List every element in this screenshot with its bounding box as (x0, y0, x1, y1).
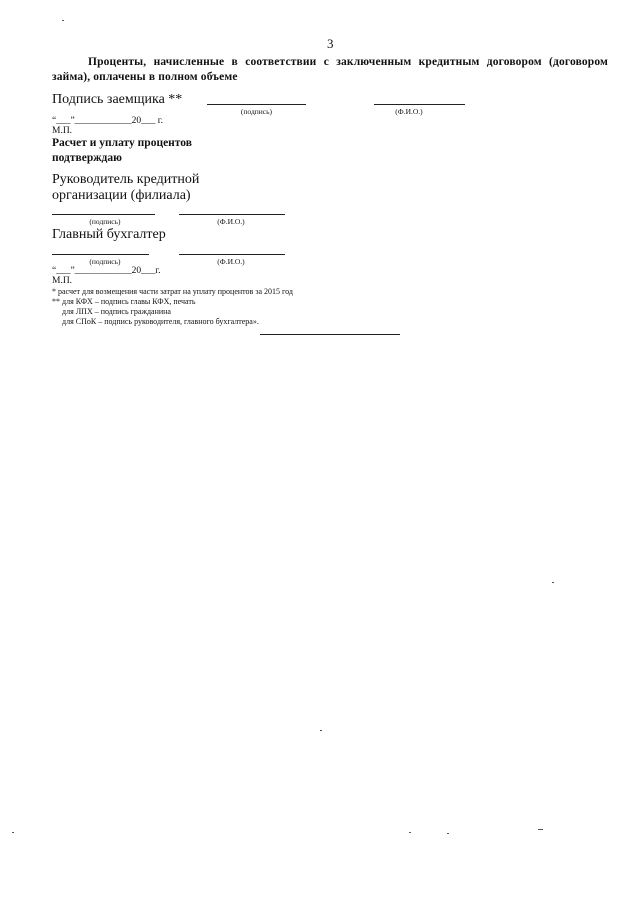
page-number: 3 (327, 36, 334, 51)
head-signature-caption: (подпись) (89, 217, 121, 226)
head-label-line-1: Руководитель кредитной (52, 172, 200, 187)
accountant-name-line (179, 254, 285, 255)
head-name-caption: (Ф.И.О.) (217, 217, 245, 226)
accountant-name-caption: (Ф.И.О.) (217, 257, 245, 266)
footnote-3: для ЛПХ – подпись гражданина (62, 307, 171, 316)
scan-speck (538, 829, 543, 830)
accountant-date-line: “___”____________20___г. (52, 266, 161, 276)
borrower-signature-line (207, 104, 306, 105)
confirm-line-1: Расчет и уплату процентов (52, 137, 192, 149)
head-signature-line (52, 214, 155, 215)
scan-speck (447, 833, 449, 834)
borrower-signature-label: Подпись заемщика ** (52, 92, 183, 107)
footnote-1: * расчет для возмещения части затрат на уплату процентов за 2015 год (52, 287, 293, 296)
accountant-label: Главный бухгалтер (52, 227, 166, 242)
scan-speck (12, 832, 14, 833)
accountant-signature-line (52, 254, 149, 255)
accountant-signature-caption: (подпись) (89, 257, 121, 266)
head-name-line (179, 214, 285, 215)
footnote-2: ** для КФХ – подпись главы КФХ, печать (52, 297, 196, 306)
accountant-stamp: М.П. (52, 276, 73, 286)
confirm-line-2: подтверждаю (52, 152, 122, 164)
scan-speck (62, 20, 64, 21)
borrower-name-caption: (Ф.И.О.) (395, 107, 423, 116)
borrower-date-line: “___”____________20___ г. (52, 116, 164, 126)
heading: Проценты, начисленные в соответствии с заключенным кредитным договором (договором займа), оплачены в полном объеме (52, 56, 608, 83)
scan-speck (320, 730, 322, 731)
head-label-line-2: организации (филиала) (52, 188, 191, 203)
borrower-name-line (374, 104, 465, 105)
end-rule (260, 334, 400, 335)
borrower-signature-caption: (подпись) (240, 107, 273, 116)
borrower-stamp: М.П. (52, 126, 73, 136)
footnote-4: для СПоК – подпись руководителя, главного бухгалтера». (62, 317, 259, 326)
scan-speck (409, 832, 411, 833)
scan-speck (552, 582, 554, 583)
